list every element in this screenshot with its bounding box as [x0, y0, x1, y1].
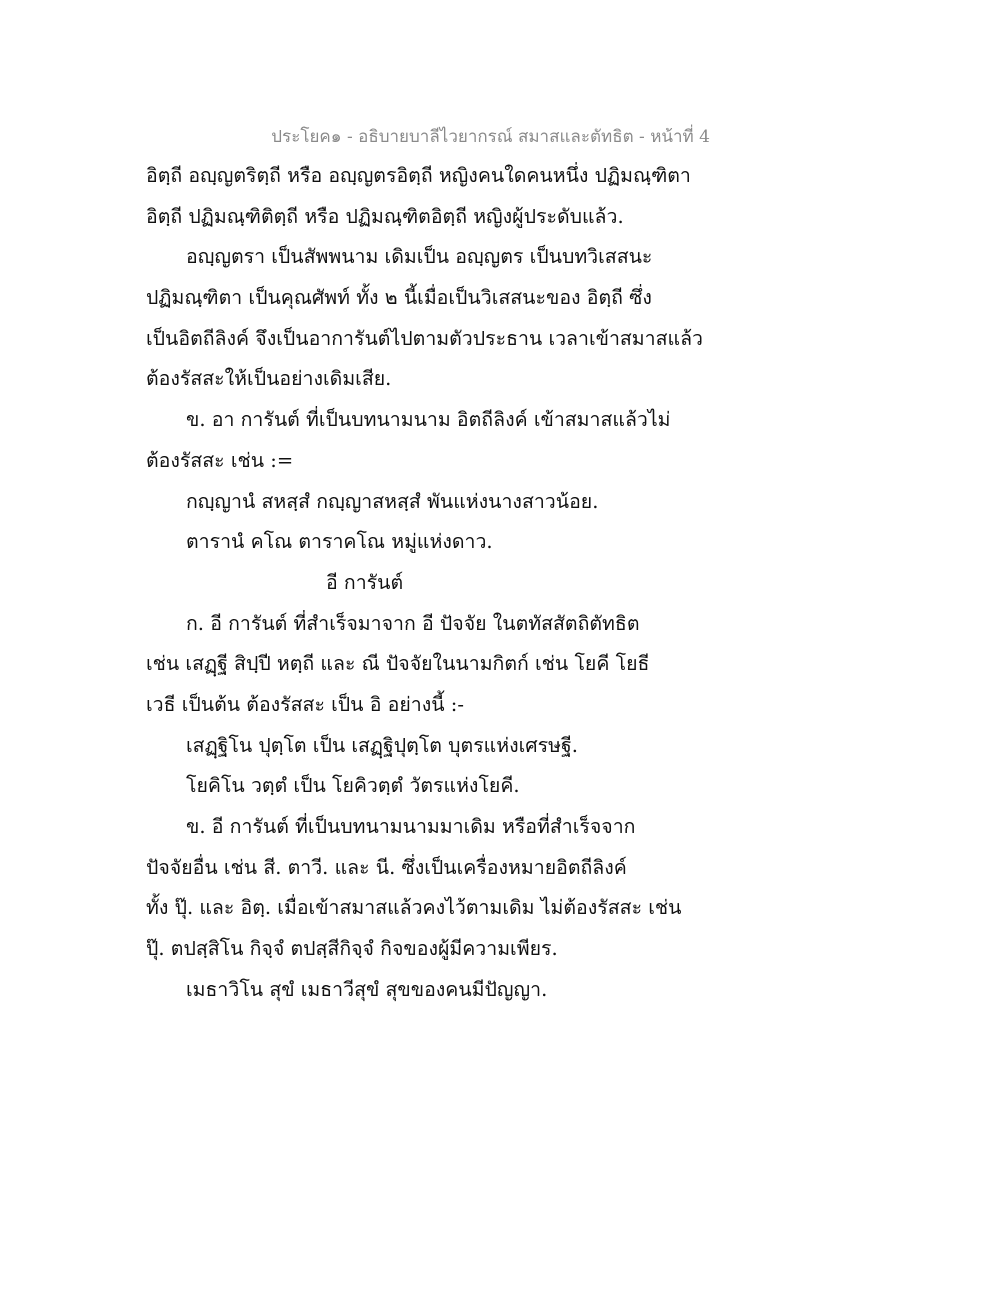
section-heading: อี การันต์ [326, 570, 404, 594]
example-line: กญฺญานํ สหสฺสํ กญฺญาสหสฺสํ พันแห่งนางสาวน้อย. [186, 489, 599, 513]
paragraph-start-line: ข. อา การันต์ ที่เป็นบทนามนาม อิตถีลิงค์ เข้าสมาสแล้วไม่ [186, 408, 671, 432]
paragraph-start-line: ก. อี การันต์ ที่สำเร็จมาจาก อี ปัจจัย ในตทัสสัตถิตัทธิต [186, 611, 640, 635]
paragraph-start-line: อญฺญตรา เป็นสัพพนาม เดิมเป็น อญฺญตร เป็นบทวิเสสนะ [186, 245, 653, 269]
example-line: เสฏฺฐิโน ปุตฺโต เป็น เสฏฺฐิปุตฺโต บุตรแห่งเศรษฐี. [186, 733, 578, 757]
text-line: ทั้ง ปุ๊. และ อิตฺ. เมื่อเข้าสมาสแล้วคงไว้ตามเดิม ไม่ต้องรัสสะ เช่น [146, 896, 682, 920]
text-line: ต้องรัสสะให้เป็นอย่างเดิมเสีย. [146, 367, 392, 391]
body-text [146, 156, 746, 1010]
text-line: ต้องรัสสะ เช่น := [146, 448, 294, 472]
text-line: อิตฺถี ปฏิมณฺฑิติตฺถี หรือ ปฏิมณฺฑิตอิตฺถี หญิงผู้ประดับแล้ว. [146, 204, 624, 228]
paragraph-start-line: ข. อี การันต์ ที่เป็นบทนามนามมาเดิม หรือที่สำเร็จจาก [186, 815, 636, 838]
example-line: เมธาวิโน สุขํ เมธาวีสุขํ สุขของคนมีปัญญา. [186, 977, 548, 1001]
text-line: เช่น เสฏฺฐี สิปฺปี หตฺถี และ ณี ปัจจัยในนามกิตก์ เช่น โยคี โยธี [146, 652, 650, 676]
text-line: ปฏิมณฺฑิตา เป็นคุณศัพท์ ทั้ง ๒ นี้เมื่อเป็นวิเสสนะของ อิตฺถี ซึ่ง [146, 286, 652, 310]
text-line: อิตฺถี อญฺญตริตฺถี หรือ อญฺญตรอิตฺถี หญิงคนใดคนหนึ่ง ปฏิมณฺฑิตา [146, 164, 691, 187]
running-header: ประโยค๑ - อธิบายบาลีไวยากรณ์ สมาสและตัทธิต - หน้าที่ 4 [271, 127, 710, 147]
text-line: ปัจจัยอื่น เช่น สี. ตาวี. และ นี. ซึ่งเป็นเครื่องหมายอิตถีลิงค์ [146, 855, 627, 879]
example-line: ตารานํ คโณ ตาราคโณ หมู่แห่งดาว. [186, 530, 493, 554]
example-line: โยคิโน วตฺตํ เป็น โยคิวตฺตํ วัตรแห่งโยคี. [186, 774, 520, 798]
text-line: ปุ๊. ตปสฺสิโน กิจฺจํ ตปสฺสีกิจฺจํ กิจของผู้มีความเพียร. [146, 937, 558, 961]
text-line: เวธี เป็นต้น ต้องรัสสะ เป็น อิ อย่างนี้ :- [146, 692, 464, 716]
text-line: เป็นอิตถีลิงค์ จึงเป็นอาการันต์ไปตามตัวประธาน เวลาเข้าสมาสแล้ว [146, 326, 703, 350]
